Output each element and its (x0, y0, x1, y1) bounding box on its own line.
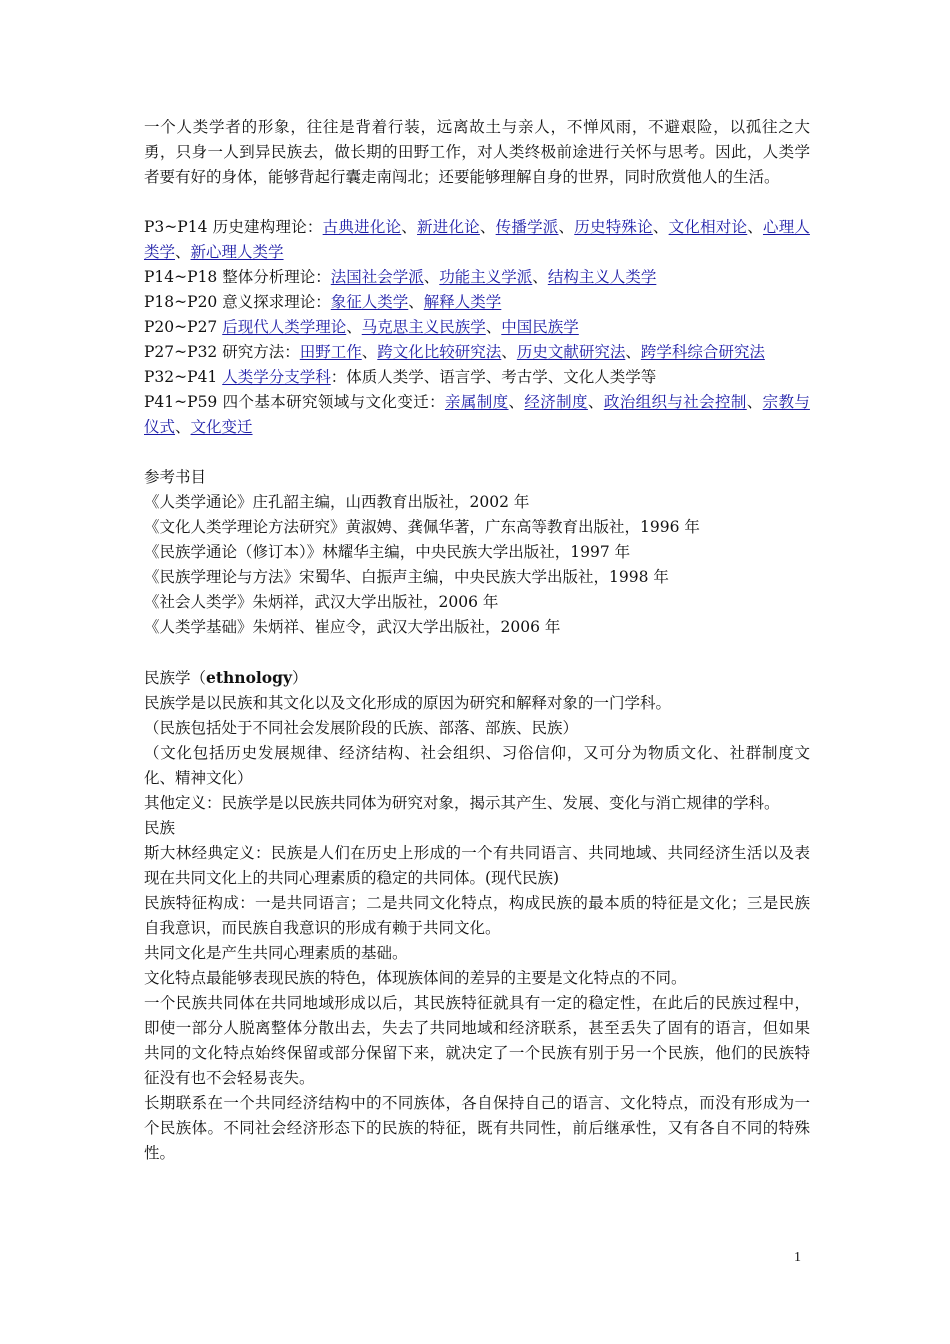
table-of-contents (144, 215, 810, 440)
toc-separator: 、 (746, 393, 763, 411)
toc-label: 四个基本研究领域与文化变迁： (222, 393, 445, 411)
ethnology-paragraph: 共同文化是产生共同心理素质的基础。 (144, 944, 408, 962)
toc-link[interactable]: 法国社会学派 (330, 268, 424, 286)
toc-suffix: ：体质人类学、语言学、考古学、文化人类学等 (330, 368, 657, 386)
toc-link[interactable]: 马克思主义民族学 (361, 318, 486, 336)
toc-line (144, 340, 810, 365)
toc-link[interactable]: 功能主义学派 (439, 268, 533, 286)
toc-label: 整体分析理论： (222, 268, 331, 286)
toc-link[interactable]: 后现代人类学理论 (222, 318, 347, 336)
ethnology-paragraph: 民族特征构成：一是共同语言；二是共同文化特点，构成民族的最本质的特征是文化；三是民族自我意识，而民族自我意识的形成有赖于共同文化。 (144, 894, 810, 937)
ethnology-paragraph: 斯大林经典定义：民族是人们在历史上形成的一个有共同语言、共同地域、共同经济生活以及表现在共同文化上的共同心理素质的稳定的共同体。(现代民族) (144, 844, 810, 887)
toc-link[interactable]: 结构主义人类学 (547, 268, 657, 286)
ethnology-paragraph: （文化包括历史发展规律、经济结构、社会组织、习俗信仰，又可分为物质文化、社群制度文化、精神文化） (144, 744, 810, 787)
heading-en: ethnology (206, 668, 292, 687)
toc-link[interactable]: 历史文献研究法 (516, 343, 626, 361)
toc-link[interactable]: 解释人类学 (423, 293, 502, 311)
toc-page-range: P20~P27 (144, 318, 223, 336)
toc-separator: 、 (501, 343, 517, 361)
toc-link[interactable]: 亲属制度 (444, 393, 509, 411)
toc-separator: 、 (361, 343, 378, 361)
toc-separator: 、 (479, 218, 496, 236)
toc-link[interactable]: 新心理人类学 (190, 243, 284, 261)
toc-separator: 、 (423, 268, 440, 286)
toc-link[interactable]: 象征人类学 (330, 293, 409, 311)
toc-separator: 、 (508, 393, 525, 411)
toc-page-range: P18~P20 (144, 293, 223, 311)
toc-link[interactable]: 经济制度 (524, 393, 588, 411)
toc-line (144, 315, 810, 340)
references-section (144, 465, 810, 640)
page-number: 1 (794, 1250, 801, 1265)
toc-separator: 、 (175, 418, 191, 436)
ethnology-paragraph: 民族学是以民族和其文化以及文化形成的原因为研究和解释对象的一门学科。 (144, 694, 672, 712)
toc-separator: 、 (532, 268, 548, 286)
reference-item: 《民族学通论（修订本）》林耀华主编，中央民族大学出版社，1997 年 (144, 543, 631, 561)
toc-page-range: P27~P32 (144, 343, 223, 361)
toc-separator: 、 (625, 343, 641, 361)
toc-separator: 、 (175, 243, 191, 261)
heading-close: ） (292, 669, 308, 687)
toc-separator: 、 (408, 293, 424, 311)
heading-cn: 民族学（ (144, 669, 207, 687)
toc-line (144, 365, 810, 390)
toc-link[interactable]: 文化变迁 (190, 418, 253, 436)
toc-link[interactable]: 中国民族学 (501, 318, 579, 336)
references-heading: 参考书目 (144, 468, 207, 486)
toc-link[interactable]: 古典进化论 (322, 218, 402, 236)
toc-link[interactable]: 跨文化比较研究法 (377, 343, 502, 361)
toc-link[interactable]: 政治组织与社会控制 (603, 393, 747, 411)
toc-label: 历史建构理论： (212, 218, 323, 236)
blank-line (144, 640, 810, 665)
reference-item: 《人类学基础》朱炳祥、崔应令，武汉大学出版社，2006 年 (144, 618, 561, 636)
reference-item: 《人类学通论》庄孔韶主编，山西教育出版社，2002 年 (144, 493, 530, 511)
ethnology-heading (144, 665, 810, 691)
ethnology-paragraph: （民族包括处于不同社会发展阶段的氏族、部落、部族、民族） (144, 719, 579, 737)
ethnology-paragraph: 文化特点最能够表现民族的特色，体现族体间的差异的主要是文化特点的不同。 (144, 969, 687, 987)
ethnology-paragraph: 民族 (144, 819, 176, 837)
reference-item: 《社会人类学》朱炳祥，武汉大学出版社，2006 年 (144, 593, 499, 611)
toc-link[interactable]: 人类学分支学科 (222, 368, 331, 386)
ethnology-paragraph: 其他定义：民族学是以民族共同体为研究对象，揭示其产生、发展、变化与消亡规律的学科。 (144, 794, 780, 812)
toc-line (144, 290, 810, 315)
toc-separator: 、 (485, 318, 502, 336)
toc-page-range: P14~P18 (144, 268, 223, 286)
toc-link[interactable]: 心理人类学 (144, 218, 810, 261)
toc-link[interactable]: 宗教与仪式 (144, 393, 810, 436)
toc-link[interactable]: 历史特殊论 (574, 218, 653, 236)
toc-line (144, 215, 810, 265)
toc-link[interactable]: 传播学派 (495, 218, 559, 236)
document-body (144, 115, 810, 1166)
toc-link[interactable]: 跨学科综合研究法 (640, 343, 765, 361)
toc-separator: 、 (587, 393, 604, 411)
toc-separator: 、 (401, 218, 418, 236)
toc-line (144, 390, 810, 440)
blank-line (144, 440, 810, 465)
toc-page-range: P41~P59 (144, 393, 223, 411)
toc-link[interactable]: 文化相对论 (668, 218, 748, 236)
reference-item: 《文化人类学理论方法研究》黄淑娉、龚佩华著，广东高等教育出版社，1996 年 (144, 518, 700, 536)
toc-link[interactable]: 新进化论 (417, 218, 480, 236)
blank-line (144, 190, 810, 215)
ethnology-section (144, 665, 810, 1166)
toc-separator: 、 (346, 318, 362, 336)
toc-label: 意义探求理论： (222, 293, 331, 311)
toc-link[interactable]: 田野工作 (299, 343, 362, 361)
toc-label: 研究方法： (222, 343, 300, 361)
toc-separator: 、 (558, 218, 575, 236)
reference-item: 《民族学理论与方法》宋蜀华、白振声主编，中央民族大学出版社，1998 年 (144, 568, 669, 586)
toc-page-range: P3~P14 (144, 218, 213, 236)
toc-separator: 、 (652, 218, 669, 236)
ethnology-paragraph: 长期联系在一个共同经济结构中的不同族体，各自保持自己的语言、文化特点，而没有形成为一个民族体。不同社会经济形态下的民族的特征，既有共同性，前后继承性，又有各自不同的特殊性。 (144, 1094, 810, 1162)
toc-page-range: P32~P41 (144, 368, 223, 386)
toc-separator: 、 (747, 218, 763, 236)
ethnology-paragraph: 一个民族共同体在共同地域形成以后，其民族特征就具有一定的稳定性，在此后的民族过程中，即使一部分人脱离整体分散出去，失去了共同地域和经济联系，甚至丢失了固有的语言，但如果共同的文化特点始终保留或部分保留下来，就决定了一个民族有别于另一个民族，他们的民族特征没有也不会轻易丧失。 (144, 994, 810, 1087)
intro-paragraph: 一个人类学者的形象，往往是背着行装，远离故土与亲人，不惮风雨，不避艰险，以孤往之大勇，只身一人到异民族去，做长期的田野工作，对人类终极前途进行关怀与思考。因此，人类学者要有好的身体，能够背起行囊走南闯北；还要能够理解自身的世界，同时欣赏他人的生活。 (144, 118, 810, 186)
toc-line (144, 265, 810, 290)
